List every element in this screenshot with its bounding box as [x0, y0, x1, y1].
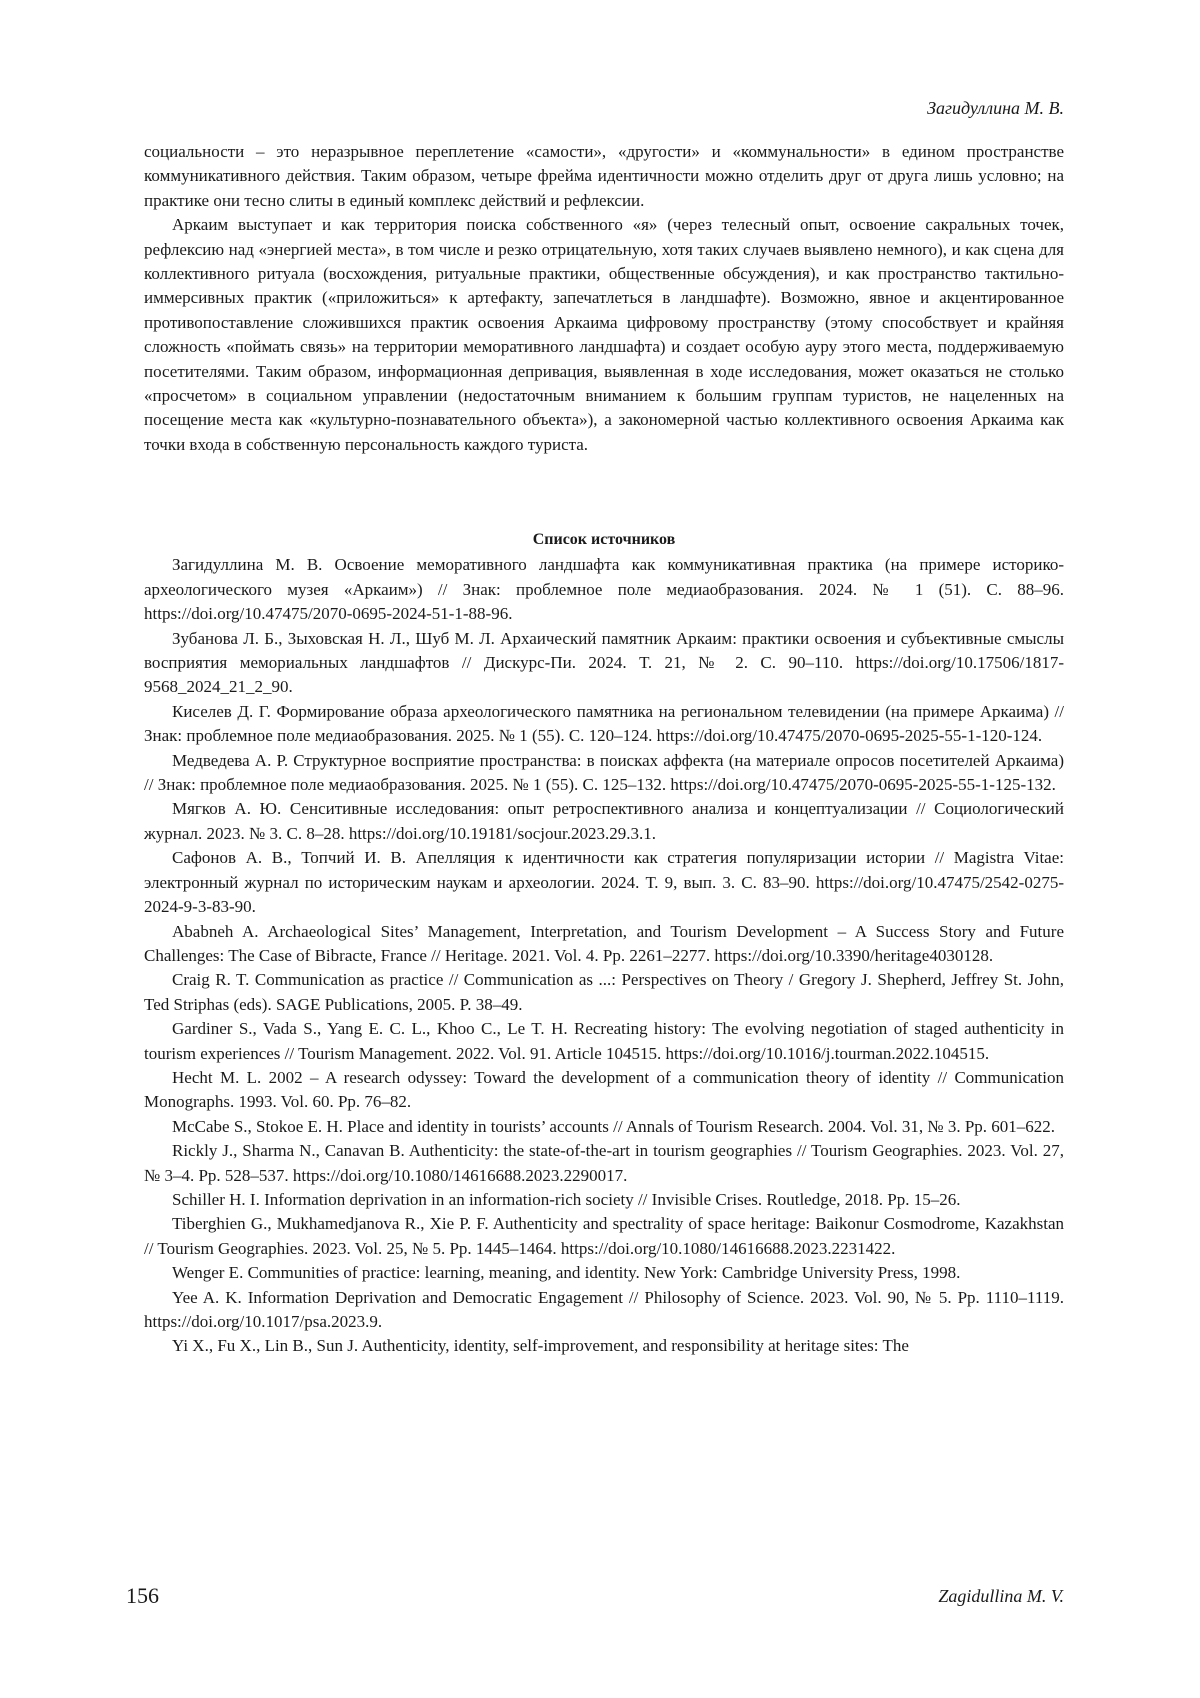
reference-item: Мягков А. Ю. Сенситивные исследования: опыт ретроспективного анализа и концептуализации // Социологический журнал. 2023. № 3. С. 8–28. https://doi.org/10.19181/socjour.2023.29.3.1.: [144, 799, 1064, 843]
reference-item: Schiller H. I. Information deprivation in an information-rich society // Invisible Crises. Routledge, 2018. Pp. 15–26.: [172, 1189, 961, 1209]
body-paragraph-2: Аркаим выступает и как территория поиска собственного «я» (через телесный опыт, освоение сакральных точек, рефлексию над «энергией места», в том числе и резко отрицательную, хотя таких случаев выявлено немного), и как сцена для коллективного ритуала (восхождения, ритуальные практики, общественные обсуждения), и как пространство тактильно-иммерсивных практик («приложиться» к артефакту, запечатлеться в ландшафте). Возможно, явное и акцентированное противопоставление сложившихся практик освоения Аркаима цифровому пространству (этому способствует и крайняя сложность «поймать связь» на территории меморативного ландшафта) и создает особую ауру этого места, поддерживаемую посетителями. Таким образом, информационная депривация, выявленная в ходе исследования, может оказаться не столько «просчетом» в социальном управлении (недостаточным вниманием к большим группам туристов, не нацеленных на посещение места как «культурно-познавательного объекта»), а закономерной частью коллективного освоения Аркаима как точки входа в собственную персональность каждого туриста.: [144, 215, 1064, 454]
reference-item: Rickly J., Sharma N., Canavan B. Authenticity: the state-of-the-art in tourism geographies // Tourism Geographies. 2023. Vol. 27, № 3–4. Pp. 528–537. https://doi.org/10.1080/14616688.2023.2290017.: [144, 1141, 1064, 1185]
reference-item: Зубанова Л. Б., Зыховская Н. Л., Шуб М. Л. Архаический памятник Аркаим: практики освоения и субъективные смыслы восприятия мемориальных ландшафтов // Дискурс-Пи. 2024. Т. 21, № 2. С. 90–110. https://doi.org/10.17506/1817-9568_2024_21_2_90.: [144, 628, 1064, 697]
reference-item: McCabe S., Stokoe E. H. Place and identity in tourists’ accounts // Annals of Tourism Research. 2004. Vol. 31, № 3. Pp. 601–622.: [172, 1116, 1056, 1136]
body-paragraph-1: социальности – это неразрывное переплетение «самости», «другости» и «коммунальности» в едином пространстве коммуникативного действия. Таким образом, четыре фрейма идентичности можно отделить друг от друга лишь условно; на практике они тесно слиты в единый комплекс действий и рефлексии.: [144, 142, 1064, 210]
reference-item: Сафонов А. В., Топчий И. В. Апелляция к идентичности как стратегия популяризации истории // Magistra Vitae: электронный журнал по историческим наукам и археологии. 2024. Т. 9, вып. 3. С. 83–90. https://doi.org/10.47475/2542-0275-2024-9-3-83-90.: [144, 848, 1064, 917]
body-text: [144, 140, 1064, 457]
running-head-author: Загидуллина М. В.: [927, 98, 1064, 118]
reference-item: Tiberghien G., Mukhamedjanova R., Xie P. F. Authenticity and spectrality of space heritage: Baikonur Cosmodrome, Kazakhstan // Tourism Geographies. 2023. Vol. 25, № 5. Pp. 1445–1464. https://doi.org/10.1080/14616688.2023.2231422.: [144, 1214, 1064, 1258]
reference-item: Yee A. K. Information Deprivation and Democratic Engagement // Philosophy of Science. 2023. Vol. 90, № 5. Pp. 1110–1119. https://doi.org/10.1017/psa.2023.9.: [144, 1287, 1064, 1331]
footer-author: Zagidullina M. V.: [938, 1586, 1064, 1606]
references-section: [144, 528, 1064, 1359]
reference-item: Медведева А. Р. Структурное восприятие пространства: в поисках аффекта (на материале опросов посетителей Аркаима) // Знак: проблемное поле медиаобразования. 2025. № 1 (55). С. 125–132. https://doi.org/10.47475/2070-0695-2025-55-1-125-132.: [144, 750, 1064, 795]
reference-item: Ababneh A. Archaeological Sites’ Management, Interpretation, and Tourism Development – A Success Story and Future Challenges: The Case of Bibracte, France // Heritage. 2021. Vol. 4. Pp. 2261–2277. https://doi.org/10.3390/heritage4030128.: [144, 921, 1064, 965]
reference-item: Wenger E. Communities of practice: learning, meaning, and identity. New York: Cambridge University Press, 1998.: [172, 1263, 961, 1283]
reference-item: Загидуллина М. В. Освоение меморативного ландшафта как коммуникативная практика (на примере историко-археологического музея «Аркаим») // Знак: проблемное поле медиаобразования. 2024. № 1 (51). С. 88–96. https://doi.org/10.47475/2070-0695-2024-51-1-88-96.: [144, 555, 1064, 624]
reference-item: Gardiner S., Vada S., Yang E. C. L., Khoo C., Le T. H. Recreating history: The evolving negotiation of staged authenticity in tourism experiences // Tourism Management. 2022. Vol. 91. Article 104515. https://doi.org/10.1016/j.tourman.2022.104515.: [144, 1019, 1064, 1063]
reference-item: Киселев Д. Г. Формирование образа археологического памятника на региональном телевидении (на примере Аркаима) // Знак: проблемное поле медиаобразования. 2025. № 1 (55). С. 120–124. https://doi.org/10.47475/2070-0695-2025-55-1-120-124.: [144, 701, 1064, 746]
references-title: Список источников: [532, 531, 676, 548]
reference-item: Craig R. T. Communication as practice // Communication as ...: Perspectives on Theory / Gregory J. Shepherd, Jeffrey St. John, Ted Striphas (eds). SAGE Publications, 2005. P. 38–49.: [144, 970, 1064, 1014]
page-number: 156: [126, 1583, 159, 1608]
reference-item: Hecht M. L. 2002 – A research odyssey: Toward the development of a communication theory of identity // Communication Monographs. 1993. Vol. 60. Pp. 76–82.: [144, 1067, 1064, 1112]
reference-item: Yi X., Fu X., Lin B., Sun J. Authenticity, identity, self-improvement, and responsibility at heritage sites: The: [172, 1336, 909, 1356]
